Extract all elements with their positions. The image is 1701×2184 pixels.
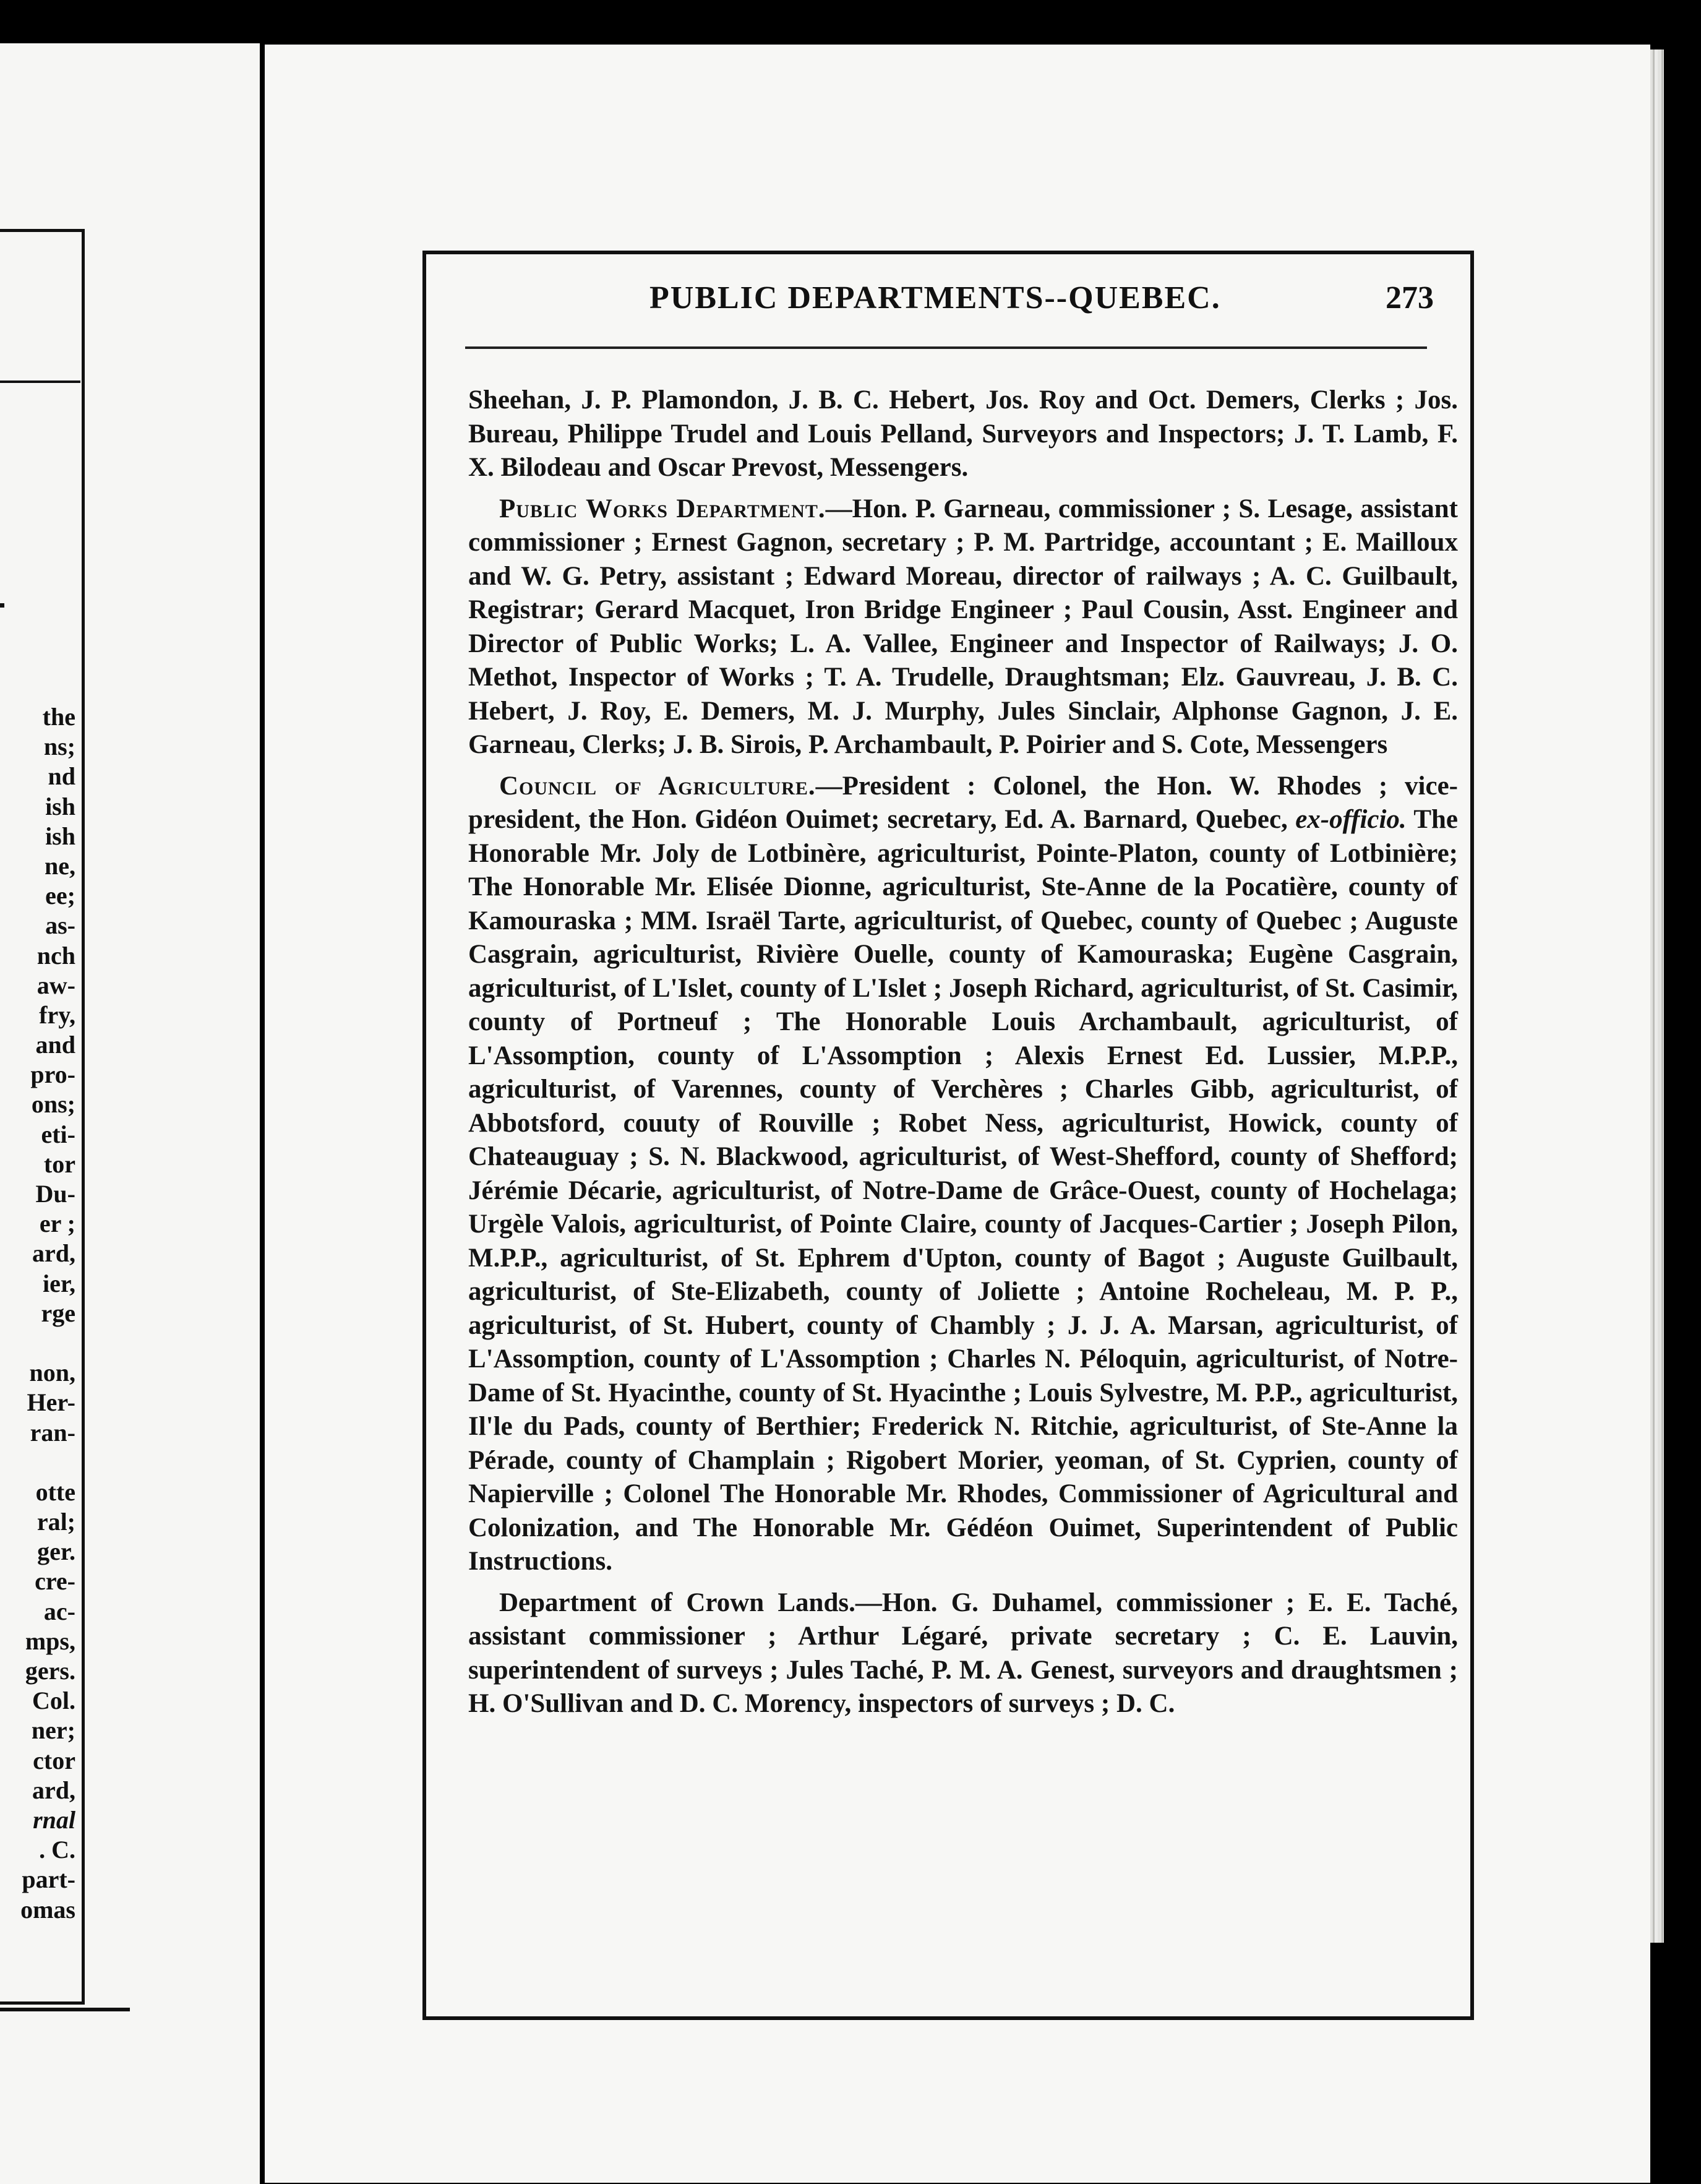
line-fragment: ran- [30, 1418, 75, 1447]
line-fragment: ier, [43, 1269, 75, 1297]
line-fragment: nch [36, 941, 75, 969]
line-fragment: omas [20, 1895, 75, 1924]
left-page [0, 43, 260, 2184]
line-fragment: ral; [36, 1508, 75, 1536]
left-page-bottom-rule [0, 2008, 130, 2011]
line-fragment: aw- [36, 971, 75, 999]
line-fragment: ish [45, 822, 75, 850]
line-fragment: Col. [32, 1687, 75, 1715]
line-fragment: ard, [32, 1239, 75, 1268]
line-fragment: ish [45, 792, 75, 820]
line-fragment: er ; [39, 1210, 75, 1238]
line-fragment: ee; [45, 882, 75, 910]
left-page-line-endings [0, 702, 75, 1925]
line-fragment [0, 1328, 75, 1358]
paragraph-text: Sheehan, J. P. Plamondon, J. B. C. Hebert, Jos. Roy and Oct. Demers, Clerks ; Jos. Bureau, Philippe Trudel and Louis Pelland, Surveyors and Inspectors; J. T. Lamb, F. X. Bilodeau and Oscar Prevost, Messengers. [468, 385, 1458, 482]
section-heading: Public Works Department. [499, 494, 826, 523]
paragraph-public-works [468, 492, 1458, 762]
line-fragment: the [42, 703, 75, 731]
line-fragment: ctor [33, 1746, 75, 1774]
line-fragment: ns; [43, 733, 75, 761]
line-fragment: part- [22, 1865, 75, 1894]
header-rule [465, 346, 1427, 349]
paragraph-text: —President : Colonel, the Hon. W. Rhodes ; vice-president, the Hon. Gidéon Ouimet; secretary, Ed. A. Barnard, Quebec, [468, 771, 1458, 834]
line-fragment: ne, [45, 851, 75, 880]
paragraph-text: —Hon. P. Garneau, commissioner ; S. Lesage, assistant commissioner ; Ernest Gagnon, secretary ; P. M. Partridge, accountant ; E. Mailloux and W. G. Petry, assistant ; Edward Moreau, director of railways ; A. C. Guilbault, Registrar; Gerard Macquet, Iron Bridge Engineer ; Paul Cousin, Asst. Engineer and Director of Public Works; L. A. Vallee, Engineer and Inspector of Railways; J. O. Methot, Inspector of Works ; T. A. Trudelle, Draughtsman; Elz. Gauvreau, J. B. C. Hebert, J. Roy, E. Demers, M. J. Murphy, Jules Sinclair, Alphonse Gagnon, J. E. Garneau, Clerks; J. B. Sirois, P. Archambault, P. Poirier and S. Cote, Messengers [468, 494, 1459, 759]
line-fragment: cre- [35, 1567, 75, 1596]
section-heading: Council of Agriculture. [499, 771, 816, 801]
line-fragment: Her- [27, 1388, 75, 1417]
line-fragment: non, [29, 1359, 75, 1387]
line-fragment: nd [48, 762, 75, 791]
line-fragment: fry, [39, 1000, 75, 1029]
line-fragment: ner; [31, 1716, 75, 1745]
running-header [649, 280, 1454, 329]
header-title: PUBLIC DEPARTMENTS--QUEBEC. [649, 280, 1221, 316]
section-heading: Department of Crown Lands. [499, 1588, 855, 1617]
line-fragment: otte [35, 1477, 75, 1506]
line-fragment: ons; [31, 1090, 75, 1119]
left-page-mark [0, 603, 4, 608]
paragraph-text: —Hon. G. Duhamel, commissioner ; E. E. Taché, assistant commissioner ; Arthur Légaré, private secretary ; C. E. Lauvin, superintendent of surveys ; Jules Taché, P. M. A. Genest, surveyors and draughtsmen ; H. O'Sullivan and D. C. Morency, inspectors of surveys ; D. C. [468, 1588, 1458, 1718]
line-fragment: . C. [39, 1836, 75, 1864]
italic-term: ex-officio. [1295, 805, 1407, 834]
line-fragment: as- [45, 911, 75, 940]
line-fragment: ard, [32, 1776, 75, 1804]
line-fragment: mps, [25, 1627, 75, 1655]
page-number: 273 [1386, 280, 1434, 316]
left-page-rule [0, 380, 80, 383]
line-fragment: eti- [41, 1120, 75, 1148]
line-fragment: rnal [33, 1805, 75, 1834]
paragraph-continuation [468, 384, 1458, 485]
line-fragment: and [35, 1031, 75, 1059]
paragraph-council-of-agriculture [468, 770, 1458, 1579]
line-fragment [0, 1448, 75, 1477]
line-fragment: pro- [30, 1060, 75, 1089]
line-fragment: tor [43, 1150, 75, 1178]
line-fragment: Du- [35, 1180, 75, 1208]
line-fragment: ac- [43, 1597, 75, 1625]
body-text [468, 384, 1458, 1729]
line-fragment: gers. [25, 1657, 75, 1685]
line-fragment: rge [41, 1299, 75, 1327]
paragraph-crown-lands [468, 1586, 1458, 1721]
line-fragment: ger. [37, 1537, 75, 1566]
paragraph-text: The Honorable Mr. Joly de Lotbinère, agriculturist, Pointe-Platon, county of Lotbinière; The Honorable Mr. Elisée Dionne, agriculturist, Ste-Anne de la Pocatière, county of Kamouraska ; MM. Israël Tarte, agriculturist, of Quebec, county of Quebec ; Auguste Casgrain, agriculturist, Rivière Ouelle, county of Kamouraska; Eugène Casgrain, agriculturist, of L'Islet, county of L'Islet ; Joseph Richard, agriculturist, of St. Casimir, county of Portneuf ; The Honorable Louis Archambault, agriculturist, of L'Assomption, county of L'Assomption ; Alexis Ernest Ed. Lussier, M.P.P., agriculturist, of Varennes, county of Verchères ; Charles Gibb, agriculturist, of Abbotsford, couuty of Rouville ; Robet Ness, agriculturist, Howick, county of Chateauguay ; S. N. Blackwood, agriculturist, of West-Shefford, county of Shefford; Jérémie Décarie, agriculturist, of Notre-Dame de Grâce-Ouest, county of Hochelaga; Urgèle Valois, agriculturist, of Pointe Claire, county of Jacques-Cartier ; Joseph Pilon, M.P.P., agriculturist, of St. Ephrem d'Upton, county of Bagot ; Auguste Guilbault, agriculturist, of Ste-Elizabeth, county of Joliette ; Antoine Rocheleau, M. P. P., agriculturist, of St. Hubert, county of Chambly ; J. J. A. Marsan, agriculturist, of L'Assomption, county of L'Assomption ; Charles N. Péloquin, agriculturist, of Notre-Dame of St. Hyacinthe, county of St. Hyacinthe ; Louis Sylvestre, M. P.P., agriculturist, Il'le du Pads, county of Berthier; Frederick N. Ritchie, agriculturist, of Ste-Anne la Pérade, county of Champlain ; Rigobert Morier, yeoman, of St. Cyprien, county of Napierville ; Colonel The Honorable Mr. Rhodes, Commissioner of Agricultural and Colonization, and The Honorable Mr. Gédéon Ouimet, Superintendent of Public Instructions. [468, 805, 1458, 1576]
